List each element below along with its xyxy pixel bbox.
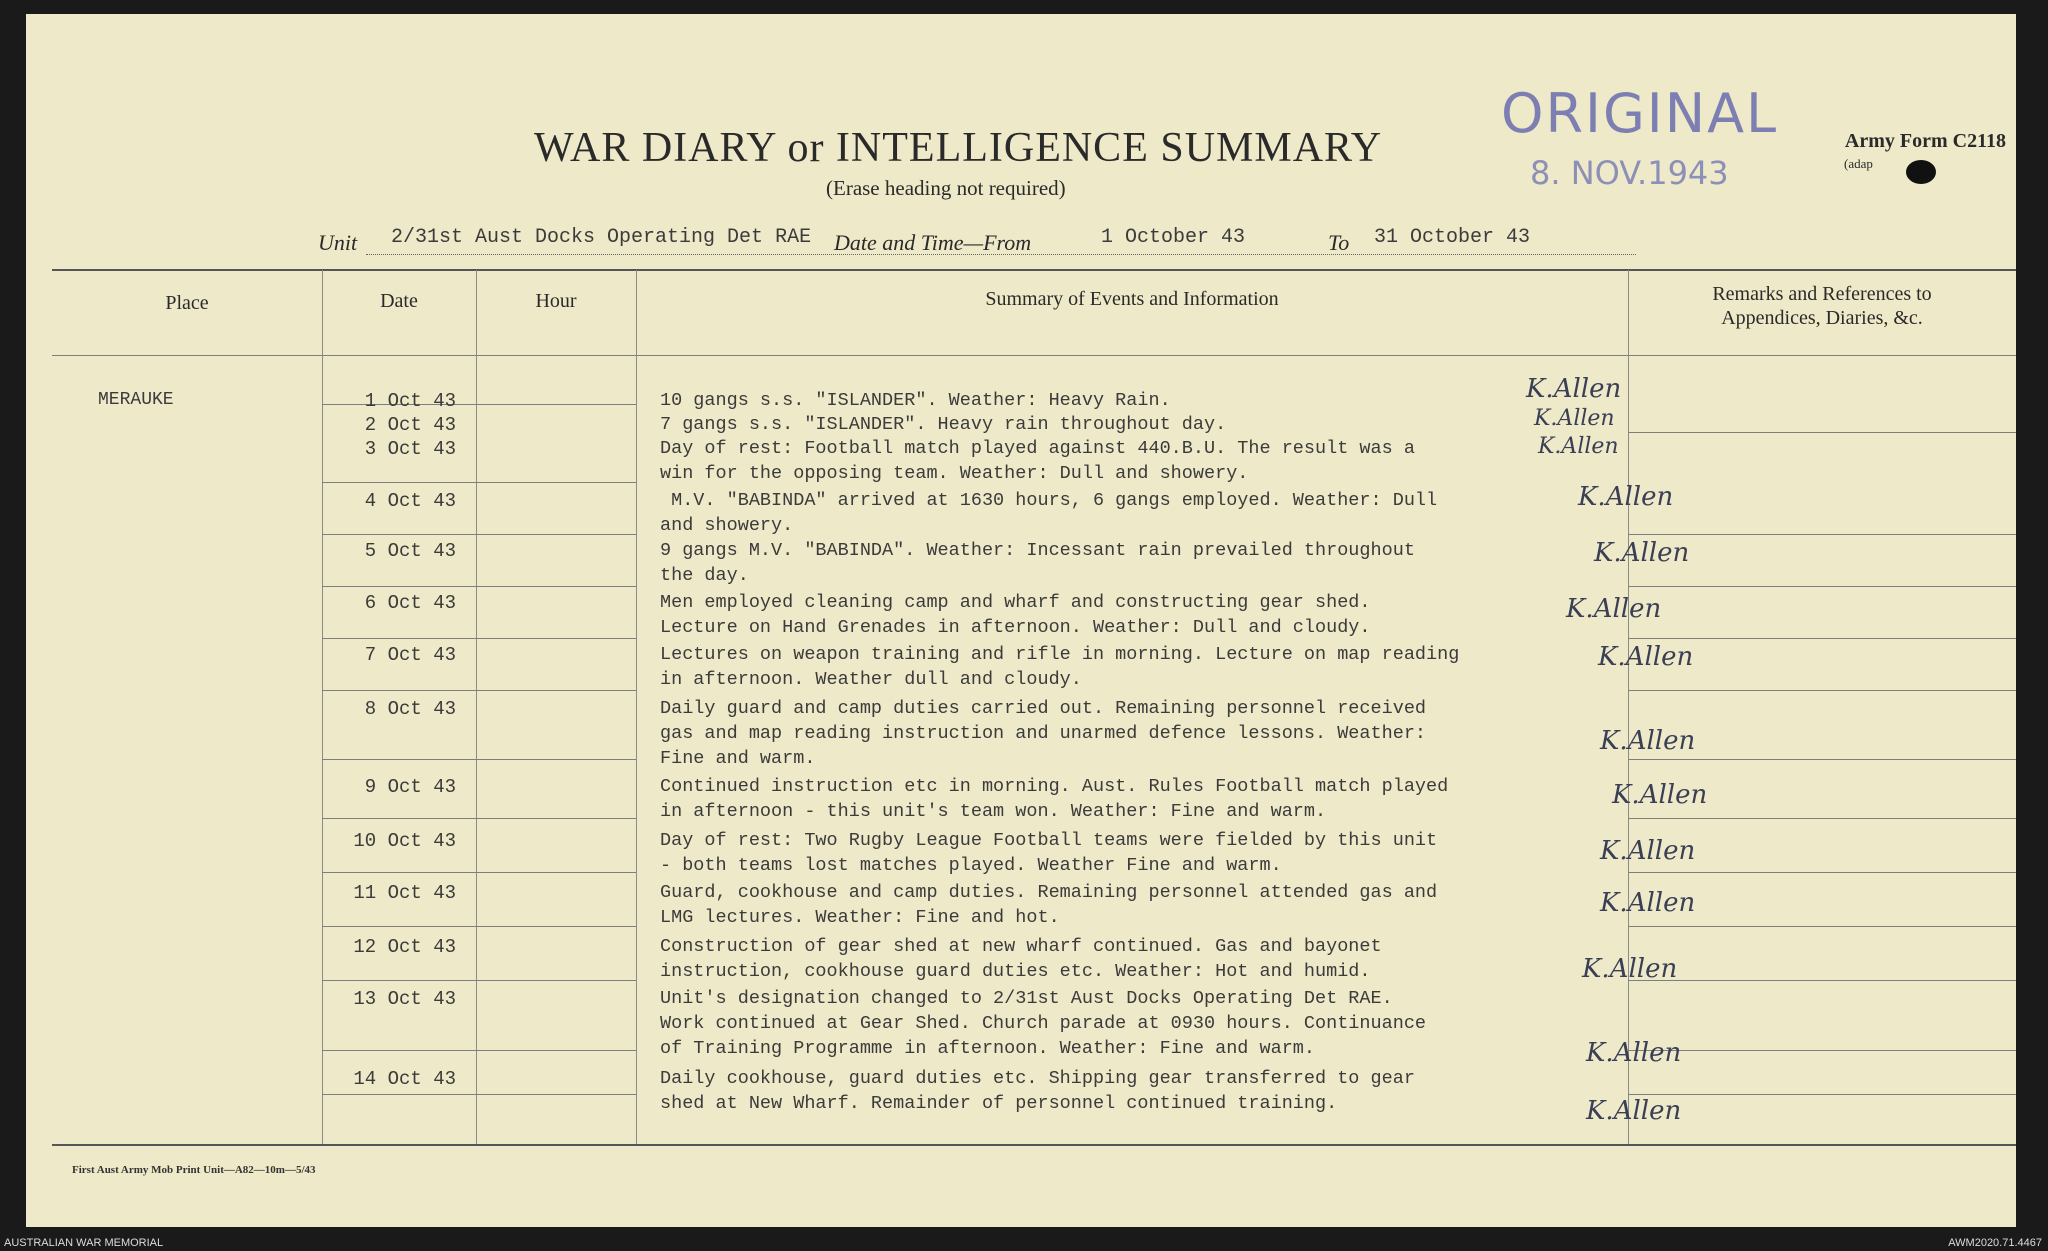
unit-value: 2/31st Aust Docks Operating Det RAE (391, 226, 812, 249)
remark-rule (1628, 638, 2016, 639)
row-rule (322, 534, 636, 535)
remark-rule (1628, 759, 2016, 760)
header-remarks: Remarks and References to Appendices, Diaries, &c. (1712, 283, 1932, 329)
entry-text: Day of rest: Two Rugby League Football teams were fielded by this unit - both teams lost matches played. Weather Fine and warm. (660, 830, 1438, 876)
entry-text: Lectures on weapon training and rifle in morning. Lecture on map reading in afternoon. Weather dull and cloudy. (660, 644, 1460, 690)
diary-page (26, 14, 2016, 1227)
entry-text: 7 gangs s.s. "ISLANDER". Heavy rain throughout day. (660, 414, 1227, 435)
remark-rule (1628, 432, 2016, 433)
signature: K.Allen (1586, 1096, 1682, 1126)
entry-text: Construction of gear shed at new wharf continued. Gas and bayonet instruction, cookhouse guard duties etc. Weather: Hot and humid. (660, 936, 1382, 982)
entry-date: 11 Oct 43 (353, 882, 456, 904)
entry-date: 7 Oct 43 (364, 644, 456, 666)
row-rule (322, 818, 636, 819)
signature: K.Allen (1534, 406, 1615, 431)
header-hour: Hour (535, 290, 577, 312)
col-divider-hour (636, 270, 637, 1144)
entry-text: Continued instruction etc in morning. Aust. Rules Football match played in afternoon - this unit's team won. Weather: Fine and warm. (660, 776, 1449, 822)
signature: K.Allen (1578, 482, 1674, 512)
row-rule (322, 872, 636, 873)
entry-date: 2 Oct 43 (364, 414, 456, 436)
remark-rule (1628, 980, 2016, 981)
row-rule (322, 482, 636, 483)
col-divider-summary (1628, 270, 1629, 1144)
remark-rule (1628, 872, 2016, 873)
row-rule (322, 980, 636, 981)
signature: K.Allen (1600, 888, 1696, 918)
header-place: Place (165, 292, 209, 314)
entry-date: 6 Oct 43 (364, 592, 456, 614)
row-rule (322, 586, 636, 587)
entry-date: 1 Oct 43 (364, 390, 456, 412)
page-subtitle: (Erase heading not required) (826, 176, 1066, 200)
remark-rule (1628, 1050, 2016, 1051)
entry-text: M.V. "BABINDA" arrived at 1630 hours, 6 gangs employed. Weather: Dull and showery. (660, 490, 1438, 536)
entry-date: 8 Oct 43 (364, 698, 456, 720)
row-rule (322, 690, 636, 691)
entry-date: 9 Oct 43 (364, 776, 456, 798)
form-note: (adap (1844, 156, 1873, 171)
entry-text: Daily guard and camp duties carried out. Remaining personnel received gas and map reading instruction and unarmed defence lessons. Weather: Fine and warm. (660, 698, 1427, 769)
original-stamp: ORIGINAL (1501, 82, 1779, 145)
header-rule (52, 355, 2016, 356)
signature: K.Allen (1600, 836, 1696, 866)
signature: K.Allen (1526, 374, 1622, 404)
signature: K.Allen (1594, 538, 1690, 568)
table-bottom-rule (52, 1144, 2016, 1146)
from-label: Date and Time—From (834, 230, 1032, 255)
to-label: To (1328, 230, 1350, 255)
row-rule (322, 759, 636, 760)
entry-text: Unit's designation changed to 2/31st Aust Docks Operating Det RAE. Work continued at Gear Shed. Church parade at 0930 hours. Continuance of Training Programme in afternoon. Weather: Fine and warm. (660, 988, 1427, 1059)
to-value: 31 October 43 (1374, 226, 1531, 249)
archive-id: AWM2020.71.4467 (1948, 1237, 2042, 1249)
signature: K.Allen (1612, 780, 1708, 810)
entry-date: 12 Oct 43 (353, 936, 456, 958)
page-title: WAR DIARY or INTELLIGENCE SUMMARY (534, 125, 1383, 171)
remark-rule (1628, 534, 2016, 535)
row-rule (322, 1050, 636, 1051)
header-date: Date (380, 290, 418, 312)
unit-label: Unit (318, 230, 358, 255)
entry-text: 10 gangs s.s. "ISLANDER". Weather: Heavy Rain. (660, 390, 1171, 411)
signature: K.Allen (1598, 642, 1694, 672)
entry-text: Guard, cookhouse and camp duties. Remaining personnel attended gas and LMG lectures. Weather: Fine and hot. (660, 882, 1438, 928)
col-divider-place (322, 270, 323, 1144)
remark-rule (1628, 818, 2016, 819)
entry-text: Men employed cleaning camp and wharf and constructing gear shed. Lecture on Hand Grenades in afternoon. Weather: Dull and cloudy. (660, 592, 1371, 638)
entry-date: 13 Oct 43 (353, 988, 456, 1010)
remark-rule (1628, 586, 2016, 587)
header-summary: Summary of Events and Information (985, 288, 1279, 310)
signature: K.Allen (1582, 954, 1678, 984)
entry-date: 14 Oct 43 (353, 1068, 456, 1090)
entry-date: 4 Oct 43 (364, 490, 456, 512)
archive-credit: AUSTRALIAN WAR MEMORIAL (4, 1237, 164, 1249)
entry-date: 5 Oct 43 (364, 540, 456, 562)
entry-date: 3 Oct 43 (364, 438, 456, 460)
entry-date: 10 Oct 43 (353, 830, 456, 852)
remark-rule (1628, 1094, 2016, 1095)
form-number: Army Form C2118 (1844, 130, 2006, 152)
table-top-rule (52, 269, 2016, 271)
place-cell: MERAUKE (98, 390, 174, 410)
from-value: 1 October 43 (1101, 226, 1246, 249)
row-rule (322, 1094, 636, 1095)
signature: K.Allen (1538, 434, 1619, 459)
ink-blot (1906, 160, 1936, 184)
remark-rule (1628, 690, 2016, 691)
printer-imprint: First Aust Army Mob Print Unit—A82—10m—5/43 (72, 1164, 316, 1176)
entry-text: Day of rest: Football match played against 440.B.U. The result was a win for the opposing team. Weather: Dull and showery. (660, 438, 1415, 484)
entry-text: 9 gangs M.V. "BABINDA". Weather: Incessant rain prevailed throughout the day. (660, 540, 1415, 586)
remark-rule (1628, 926, 2016, 927)
stamp-date: 8. NOV.1943 (1530, 154, 1729, 192)
entry-text: Daily cookhouse, guard duties etc. Shipping gear transferred to gear shed at New Wharf. Remainder of personnel continued training. (660, 1068, 1415, 1114)
signature: K.Allen (1586, 1038, 1682, 1068)
row-rule (322, 926, 636, 927)
col-divider-date (476, 270, 477, 1144)
signature: K.Allen (1600, 726, 1696, 756)
row-rule (322, 638, 636, 639)
signature: K.Allen (1566, 594, 1662, 624)
